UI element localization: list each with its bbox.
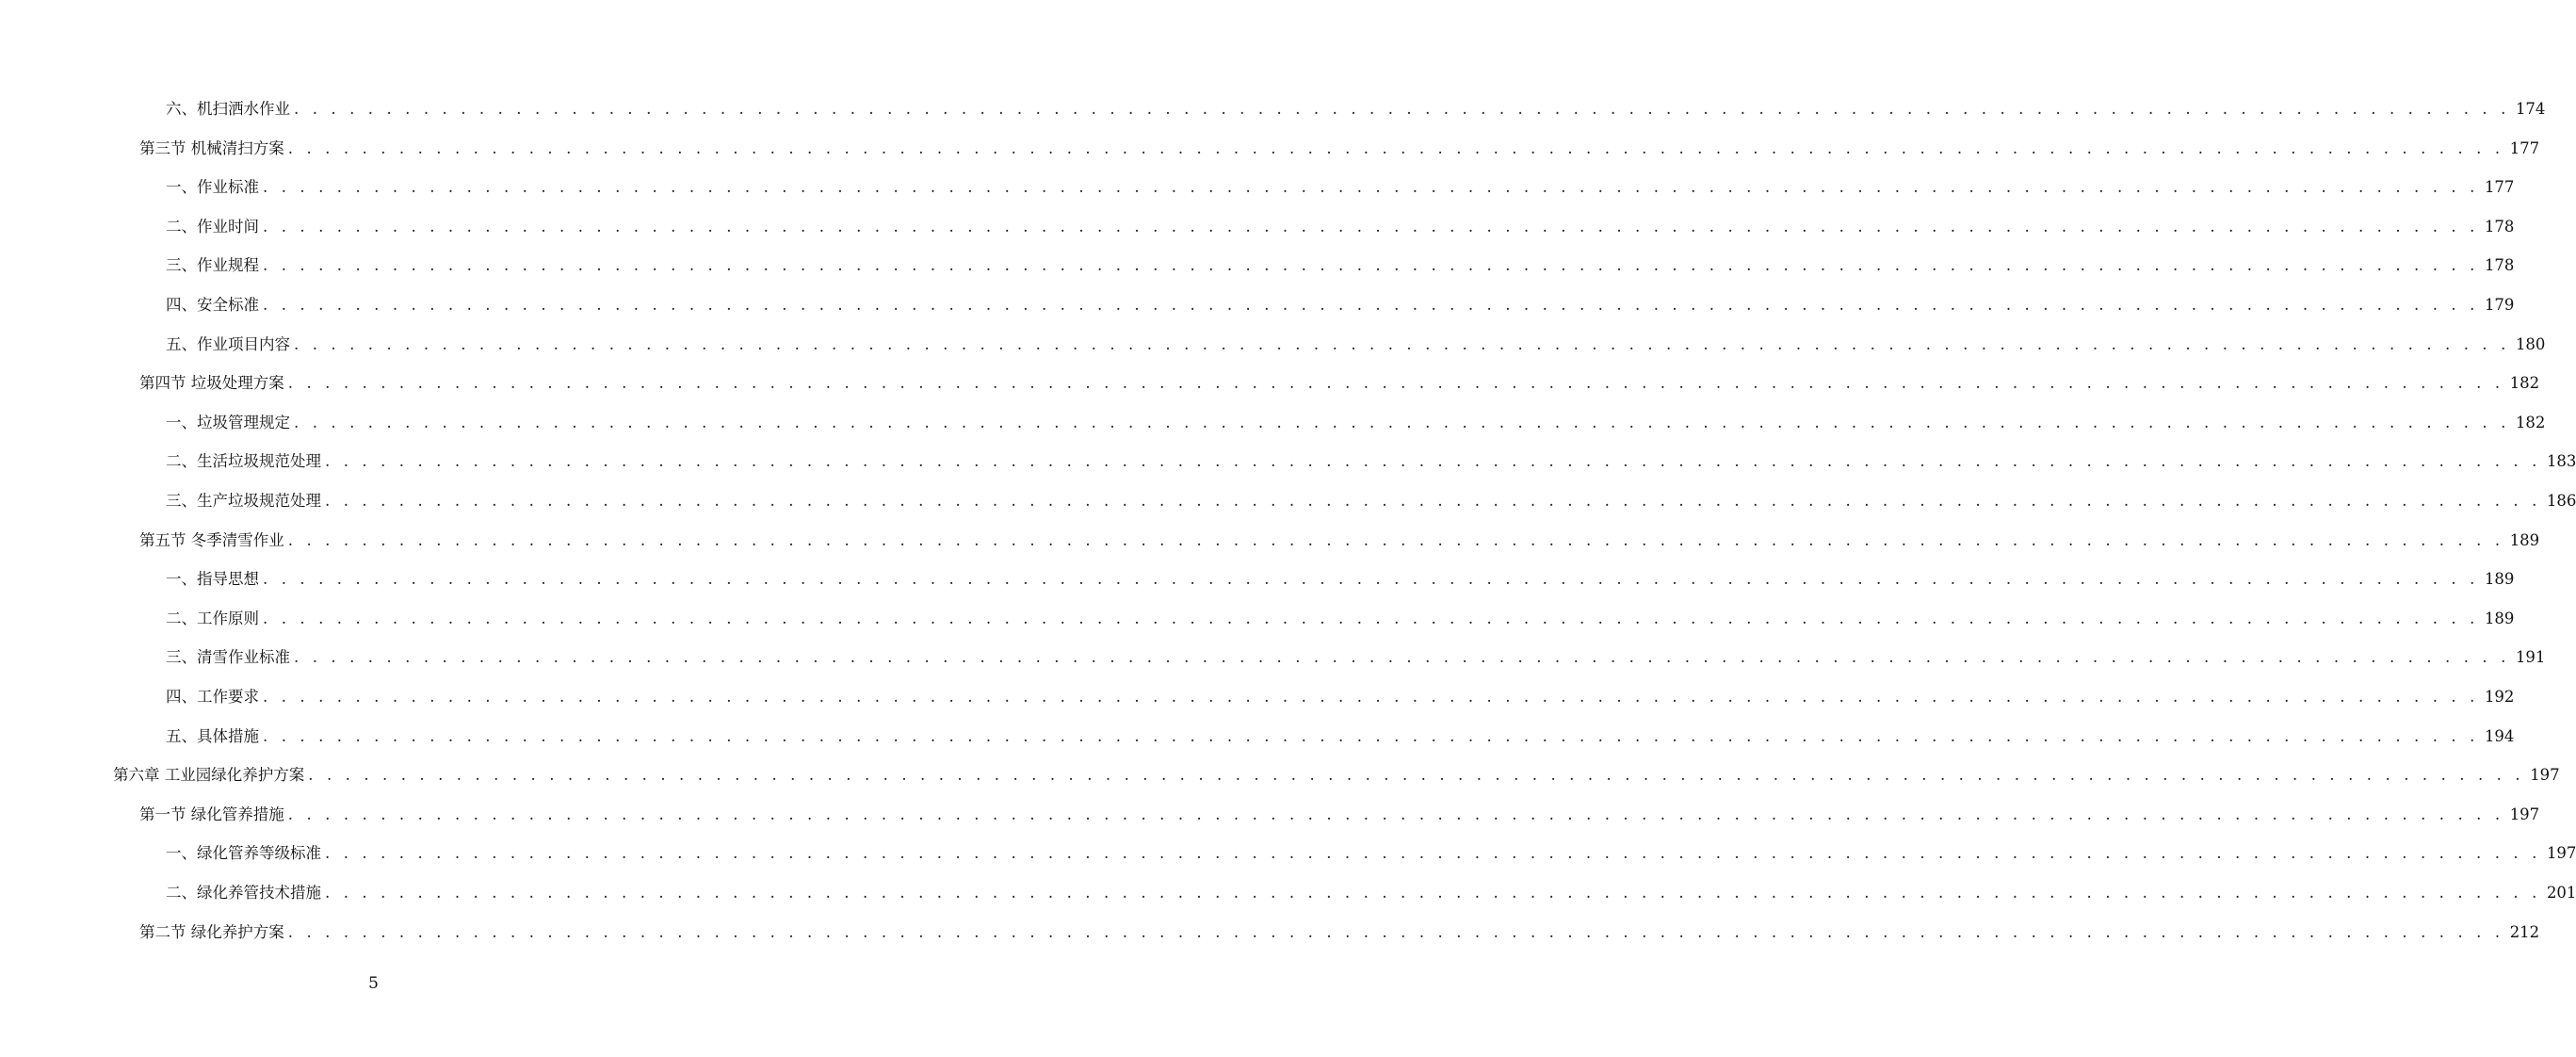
toc-dot-leader: . . . . . . . . . . . . . . . . . . . . . . . . . . . . . . . . . . . . . . . . . . . . . . . . . . . . . . . . . . . . . . . . . . . . . . . . . . . . . . . . . . . . . . . . . . . . . . . . . . . . . . . . . . . . . . . . . . . . . . . . (263, 570, 2479, 589)
toc-entry-page: 197 (2530, 766, 2560, 785)
toc-entry[interactable] (166, 92, 2546, 126)
toc-entry-page: 183 (2546, 452, 2576, 471)
toc-dot-leader: . . . . . . . . . . . . . . . . . . . . . . . . . . . . . . . . . . . . . . . . . . . . . . . . . . . . . . . . . . . . . . . . . . . . . . . . . . . . . . . . . . . . . . . . . . . . . . . . . . . . . . . . . . . . . . . . . . . . . . . . (287, 805, 2504, 823)
toc-entry[interactable] (166, 249, 2515, 283)
toc-entry-title: 五、具体措施 (166, 726, 259, 745)
toc-entry-title: 二、作业时间 (166, 217, 259, 236)
toc-entry[interactable] (166, 720, 2515, 754)
toc-entry[interactable] (166, 837, 2576, 870)
toc-entry[interactable] (166, 876, 2576, 910)
toc-entry-page: 189 (2509, 530, 2540, 549)
toc-entry-title: 第一节 绿化管养措施 (139, 805, 284, 823)
toc-entry-page: 182 (2515, 413, 2546, 431)
toc-entry-title: 一、垃圾管理规定 (166, 413, 290, 431)
toc-entry[interactable] (139, 524, 2540, 558)
toc-entry-title: 第五节 冬季清雪作业 (139, 530, 284, 549)
toc-entry[interactable] (166, 171, 2515, 204)
toc-entry-title: 第三节 机械清扫方案 (139, 138, 284, 157)
toc-entry-title: 五、作业项目内容 (166, 334, 290, 353)
toc-entry-title: 四、安全标准 (166, 296, 259, 314)
toc-dot-leader: . . . . . . . . . . . . . . . . . . . . . . . . . . . . . . . . . . . . . . . . . . . . . . . . . . . . . . . . . . . . . . . . . . . . . . . . . . . . . . . . . . . . . . . . . . . . . . . . . . . . . . . . . . . . . . . . . . . . . . . . (294, 413, 2510, 431)
toc-entry-page: 212 (2509, 922, 2540, 941)
toc-dot-leader: . . . . . . . . . . . . . . . . . . . . . . . . . . . . . . . . . . . . . . . . . . . . . . . . . . . . . . . . . . . . . . . . . . . . . . . . . . . . . . . . . . . . . . . . . . . . . . . . . . . . . . . . . . . . . . . . . . . . . . . . (294, 648, 2510, 667)
toc-entry-title: 一、指导思想 (166, 570, 259, 589)
toc-entry-title: 三、作业规程 (166, 256, 259, 275)
toc-entry[interactable] (139, 132, 2540, 166)
toc-dot-leader: . . . . . . . . . . . . . . . . . . . . . . . . . . . . . . . . . . . . . . . . . . . . . . . . . . . . . . . . . . . . . . . . . . . . . . . . . . . . . . . . . . . . . . . . . . . . . . . . . . . . . . . . . . . . . . . . . . . . . . . . (287, 138, 2504, 157)
toc-entry-page: 177 (2484, 178, 2515, 197)
toc-entry-title: 第六章 工业园绿化养护方案 (113, 766, 305, 785)
toc-dot-leader: . . . . . . . . . . . . . . . . . . . . . . . . . . . . . . . . . . . . . . . . . . . . . . . . . . . . . . . . . . . . . . . . . . . . . . . . . . . . . . . . . . . . . . . . . . . . . . . . . . . . . . . . . . . . . . . . . . . . . . . . (325, 492, 2541, 510)
toc-entry[interactable] (166, 562, 2515, 596)
toc-dot-leader: . . . . . . . . . . . . . . . . . . . . . . . . . . . . . . . . . . . . . . . . . . . . . . . . . . . . . . . . . . . . . . . . . . . . . . . . . . . . . . . . . . . . . . . . . . . . . . . . . . . . . . . . . . . . . . . . . . . . . . . . (308, 766, 2525, 785)
toc-dot-leader: . . . . . . . . . . . . . . . . . . . . . . . . . . . . . . . . . . . . . . . . . . . . . . . . . . . . . . . . . . . . . . . . . . . . . . . . . . . . . . . . . . . . . . . . . . . . . . . . . . . . . . . . . . . . . . . . . . . . . . . . (325, 844, 2541, 863)
toc-entry[interactable] (166, 406, 2546, 440)
toc-entry[interactable] (166, 602, 2515, 636)
toc-entry[interactable] (139, 798, 2540, 832)
page-number: 5 (368, 974, 379, 993)
toc-entry-title: 三、清雪作业标准 (166, 648, 290, 667)
toc-dot-leader: . . . . . . . . . . . . . . . . . . . . . . . . . . . . . . . . . . . . . . . . . . . . . . . . . . . . . . . . . . . . . . . . . . . . . . . . . . . . . . . . . . . . . . . . . . . . . . . . . . . . . . . . . . . . . . . . . . . . . . . . (287, 530, 2504, 549)
toc-entry[interactable] (166, 445, 2576, 479)
toc-dot-leader: . . . . . . . . . . . . . . . . . . . . . . . . . . . . . . . . . . . . . . . . . . . . . . . . . . . . . . . . . . . . . . . . . . . . . . . . . . . . . . . . . . . . . . . . . . . . . . . . . . . . . . . . . . . . . . . . . . . . . . . . (325, 452, 2541, 471)
toc-dot-leader: . . . . . . . . . . . . . . . . . . . . . . . . . . . . . . . . . . . . . . . . . . . . . . . . . . . . . . . . . . . . . . . . . . . . . . . . . . . . . . . . . . . . . . . . . . . . . . . . . . . . . . . . . . . . . . . . . . . . . . . . (294, 334, 2510, 353)
toc-entry-page: 191 (2515, 648, 2546, 667)
toc-dot-leader: . . . . . . . . . . . . . . . . . . . . . . . . . . . . . . . . . . . . . . . . . . . . . . . . . . . . . . . . . . . . . . . . . . . . . . . . . . . . . . . . . . . . . . . . . . . . . . . . . . . . . . . . . . . . . . . . . . . . . . . . (325, 884, 2541, 902)
toc-entry[interactable] (166, 288, 2515, 322)
toc-entry[interactable] (166, 484, 2576, 518)
toc-entry-page: 197 (2546, 844, 2576, 863)
toc-entry[interactable] (166, 328, 2546, 362)
toc-entry-page: 174 (2515, 100, 2546, 118)
toc-entry-page: 197 (2509, 805, 2540, 823)
toc-entry-page: 179 (2484, 296, 2515, 314)
toc-dot-leader: . . . . . . . . . . . . . . . . . . . . . . . . . . . . . . . . . . . . . . . . . . . . . . . . . . . . . . . . . . . . . . . . . . . . . . . . . . . . . . . . . . . . . . . . . . . . . . . . . . . . . . . . . . . . . . . . . . . . . . . . (263, 178, 2479, 197)
toc-dot-leader: . . . . . . . . . . . . . . . . . . . . . . . . . . . . . . . . . . . . . . . . . . . . . . . . . . . . . . . . . . . . . . . . . . . . . . . . . . . . . . . . . . . . . . . . . . . . . . . . . . . . . . . . . . . . . . . . . . . . . . . . (263, 217, 2479, 236)
toc-entry-page: 177 (2509, 138, 2540, 157)
toc-entry-title: 二、工作原则 (166, 609, 259, 627)
toc-dot-leader: . . . . . . . . . . . . . . . . . . . . . . . . . . . . . . . . . . . . . . . . . . . . . . . . . . . . . . . . . . . . . . . . . . . . . . . . . . . . . . . . . . . . . . . . . . . . . . . . . . . . . . . . . . . . . . . . . . . . . . . . (263, 609, 2479, 627)
toc-dot-leader: . . . . . . . . . . . . . . . . . . . . . . . . . . . . . . . . . . . . . . . . . . . . . . . . . . . . . . . . . . . . . . . . . . . . . . . . . . . . . . . . . . . . . . . . . . . . . . . . . . . . . . . . . . . . . . . . . . . . . . . . (294, 100, 2510, 118)
toc-entry-page: 189 (2484, 570, 2515, 589)
toc-entry-page: 182 (2509, 374, 2540, 393)
toc-dot-leader: . . . . . . . . . . . . . . . . . . . . . . . . . . . . . . . . . . . . . . . . . . . . . . . . . . . . . . . . . . . . . . . . . . . . . . . . . . . . . . . . . . . . . . . . . . . . . . . . . . . . . . . . . . . . . . . . . . . . . . . . (263, 726, 2479, 745)
toc-entry-title: 一、绿化管养等级标准 (166, 844, 321, 863)
toc-entry-title: 六、机扫洒水作业 (166, 100, 290, 118)
toc-entry-page: 201 (2546, 884, 2576, 902)
toc-entry-title: 一、作业标准 (166, 178, 259, 197)
toc-entry[interactable] (166, 680, 2515, 714)
toc-dot-leader: . . . . . . . . . . . . . . . . . . . . . . . . . . . . . . . . . . . . . . . . . . . . . . . . . . . . . . . . . . . . . . . . . . . . . . . . . . . . . . . . . . . . . . . . . . . . . . . . . . . . . . . . . . . . . . . . . . . . . . . . (287, 922, 2504, 941)
toc-entry-title: 二、生活垃圾规范处理 (166, 452, 321, 471)
toc-entry[interactable] (113, 758, 2560, 792)
toc-entry-page: 189 (2484, 609, 2515, 627)
toc-entry[interactable] (166, 641, 2546, 675)
toc-entry[interactable] (166, 210, 2515, 244)
toc-dot-leader: . . . . . . . . . . . . . . . . . . . . . . . . . . . . . . . . . . . . . . . . . . . . . . . . . . . . . . . . . . . . . . . . . . . . . . . . . . . . . . . . . . . . . . . . . . . . . . . . . . . . . . . . . . . . . . . . . . . . . . . . (263, 688, 2479, 706)
toc-dot-leader: . . . . . . . . . . . . . . . . . . . . . . . . . . . . . . . . . . . . . . . . . . . . . . . . . . . . . . . . . . . . . . . . . . . . . . . . . . . . . . . . . . . . . . . . . . . . . . . . . . . . . . . . . . . . . . . . . . . . . . . . (287, 374, 2504, 393)
toc-entry-page: 178 (2484, 217, 2515, 236)
toc-entry-title: 二、绿化养管技术措施 (166, 884, 321, 902)
toc-entry-page: 180 (2515, 334, 2546, 353)
toc-dot-leader: . . . . . . . . . . . . . . . . . . . . . . . . . . . . . . . . . . . . . . . . . . . . . . . . . . . . . . . . . . . . . . . . . . . . . . . . . . . . . . . . . . . . . . . . . . . . . . . . . . . . . . . . . . . . . . . . . . . . . . . . (263, 296, 2479, 314)
toc-entry[interactable] (139, 916, 2540, 950)
toc-entry-title: 三、生产垃圾规范处理 (166, 492, 321, 510)
toc-entry-page: 192 (2484, 688, 2515, 706)
toc-entry-title: 第二节 绿化养护方案 (139, 922, 284, 941)
toc-entry-page: 178 (2484, 256, 2515, 275)
toc-entry-page: 194 (2484, 726, 2515, 745)
toc-entry-page: 186 (2546, 492, 2576, 510)
toc-dot-leader: . . . . . . . . . . . . . . . . . . . . . . . . . . . . . . . . . . . . . . . . . . . . . . . . . . . . . . . . . . . . . . . . . . . . . . . . . . . . . . . . . . . . . . . . . . . . . . . . . . . . . . . . . . . . . . . . . . . . . . . . (263, 256, 2479, 275)
toc-entry-title: 四、工作要求 (166, 688, 259, 706)
toc-entry-title: 第四节 垃圾处理方案 (139, 374, 284, 393)
toc-entry[interactable] (139, 366, 2540, 400)
